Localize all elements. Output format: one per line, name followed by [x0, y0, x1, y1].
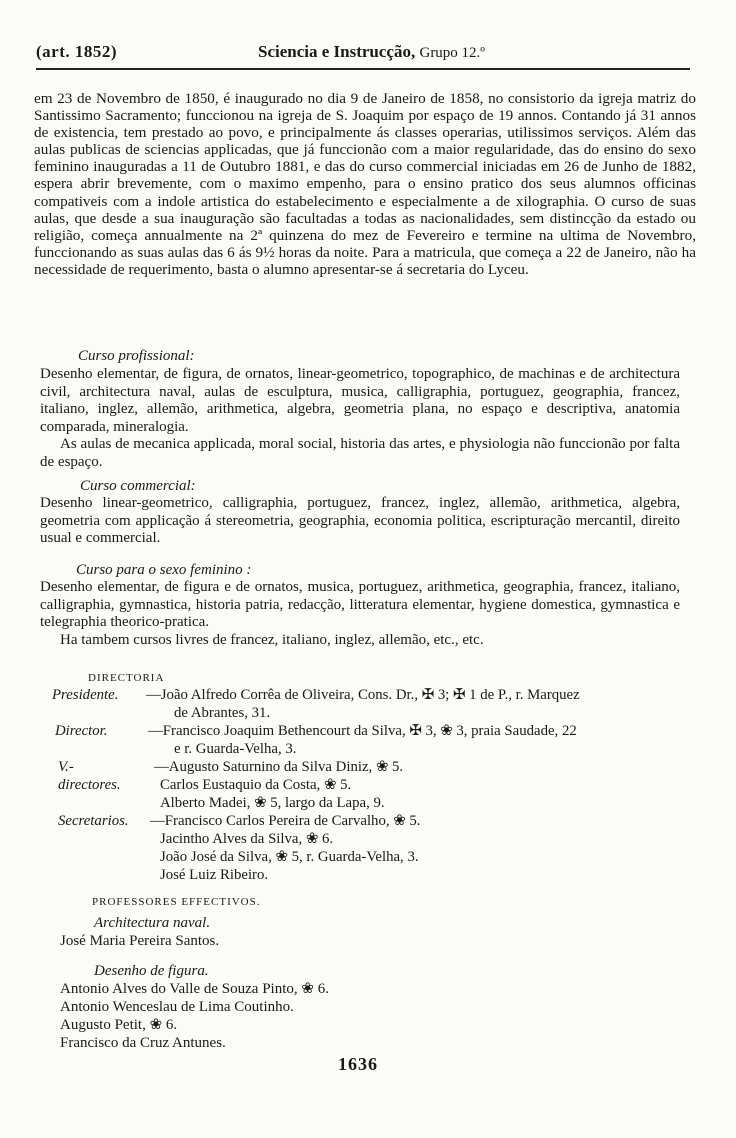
professor-subject: Desenho de figura. — [94, 963, 209, 979]
section-body-profissional — [40, 366, 680, 471]
directory-row: José Luiz Ribeiro. — [160, 867, 269, 883]
professor-subject: Architectura naval. — [94, 915, 211, 931]
header-title — [258, 42, 485, 62]
directory-row: e r. Guarda-Velha, 3. — [174, 741, 297, 757]
section-text: Desenho linear-geometrico, calligraphia, portuguez, francez, inglez, allemão, arithmetica, algebra, geometria com applicação á stereometria, geographia, economia politica, escripturação mercantil, direito usual e commercial. — [40, 495, 680, 546]
intro-paragraph: em 23 de Novembro de 1850, é inaugurado no dia 9 de Janeiro de 1858, no consistorio da igreja matriz do Santissimo Sacramento; funccionou na igreja de S. Joaquim por espaço de 19 annos. Contando já 31 annos de existencia, tem prestado ao povo, e principalmente ás classes operarias, utilissimos serviços. Além das aulas publicas de sciencias applicadas, que já funccionão com a maior regularidade, das do ensino do sexo feminino inauguradas a 11 de Outubro 1881, e das do curso commercial iniciadas em 26 de Junho de 1882, espera abrir brevemente, com o maximo empenho, para o ensino pratico dos seus alumnos officinas compativeis com a indole artistica do estabelecimento e especialmente a de xilographia. O curso de suas aulas, que desde a sua inauguração são facultadas a todas as nacionalidades, sem distincção da estado ou religião, começa annualmente na 2ª quinzena do mez de Fevereiro e termine na ultima de Novembro, funccionando as suas aulas das 6 ás 9½ horas da noite. Para a matricula, que começa a 22 de Janeiro, não ha necessidade de requerimento, basta o alumno apresentar-se á secretaria do Lyceu. — [34, 90, 696, 278]
directory-row: Alberto Madei, ❀ 5, largo da Lapa, 9. — [160, 795, 385, 811]
section-note: As aulas de mecanica applicada, moral social, historia das artes, e physiologia não funccionão por falta de espaço. — [40, 436, 680, 470]
directory-role: Presidente. — [52, 687, 119, 703]
section-title-commercial: Curso commercial: — [80, 478, 196, 494]
section-body-commercial — [40, 495, 680, 548]
section-note: Ha tambem cursos livres de francez, italiano, inglez, allemão, etc., etc. — [60, 631, 484, 648]
section-title-feminino: Curso para o sexo feminino : — [76, 562, 252, 578]
professor-name: José Maria Pereira Santos. — [60, 933, 220, 949]
directory-row: Jacintho Alves da Silva, ❀ 6. — [160, 831, 334, 847]
section-text: Desenho elementar, de figura e de ornatos, musica, portuguez, arithmetica, geographia, francez, italiano, calligraphia, gymnastica, historia patria, redacção, litteratura elementar, hygiene domestica, gymnastica e telegraphia theorico-pratica. — [40, 579, 680, 630]
directory-text: —Francisco Carlos Pereira de Carvalho, ❀ 5. — [150, 813, 421, 829]
section-text: Desenho elementar, de figura, de ornatos, linear-geometrico, topographico, de machinas e de architectura civil, architectura naval, aulas de esculptura, musica, calligraphia, portuguez, geographia, francez, italiano, inglez, allemão, arithmetica, algebra, geometria plana, no espaço e descriptiva, anatomia comparada, mineralogia. — [40, 366, 680, 435]
page-header — [36, 42, 690, 70]
directory-text: —João Alfredo Corrêa de Oliveira, Cons. Dr., ✠ 3; ✠ 1 de P., r. Marquez — [146, 687, 580, 703]
professors-heading: PROFESSORES EFFECTIVOS. — [92, 896, 261, 908]
directory-role: V.-directores. — [58, 759, 121, 793]
professor-name: Augusto Petit, ❀ 6. — [60, 1017, 178, 1033]
directory-row: João José da Silva, ❀ 5, r. Guarda-Velha, 3. — [160, 849, 419, 865]
page-number: 1636 — [338, 1054, 378, 1074]
article-number: (art. 1852) — [36, 42, 118, 61]
directory-row: de Abrantes, 31. — [174, 705, 271, 721]
directory-role: Secretarios. — [58, 813, 129, 829]
section-title-profissional: Curso profissional: — [78, 348, 195, 364]
professor-name: Antonio Wenceslau de Lima Coutinho. — [60, 999, 294, 1015]
directory-role: Director. — [55, 723, 108, 739]
header-group: Grupo 12.º — [419, 45, 485, 61]
directory-text: —Francisco Joaquim Bethencourt da Silva, ✠ 3, ❀ 3, praia Saudade, 22 — [148, 723, 577, 739]
directory-heading: DIRECTORIA — [88, 672, 165, 684]
header-section: Sciencia e Instrucção, — [258, 42, 416, 61]
directory-text: —Augusto Saturnino da Silva Diniz, ❀ 5. — [154, 759, 404, 775]
directory-row: Carlos Eustaquio da Costa, ❀ 5. — [160, 777, 352, 793]
section-body-feminino — [40, 579, 680, 649]
professor-name: Antonio Alves do Valle de Souza Pinto, ❀ 6. — [60, 981, 329, 997]
professor-name: Francisco da Cruz Antunes. — [60, 1035, 226, 1051]
